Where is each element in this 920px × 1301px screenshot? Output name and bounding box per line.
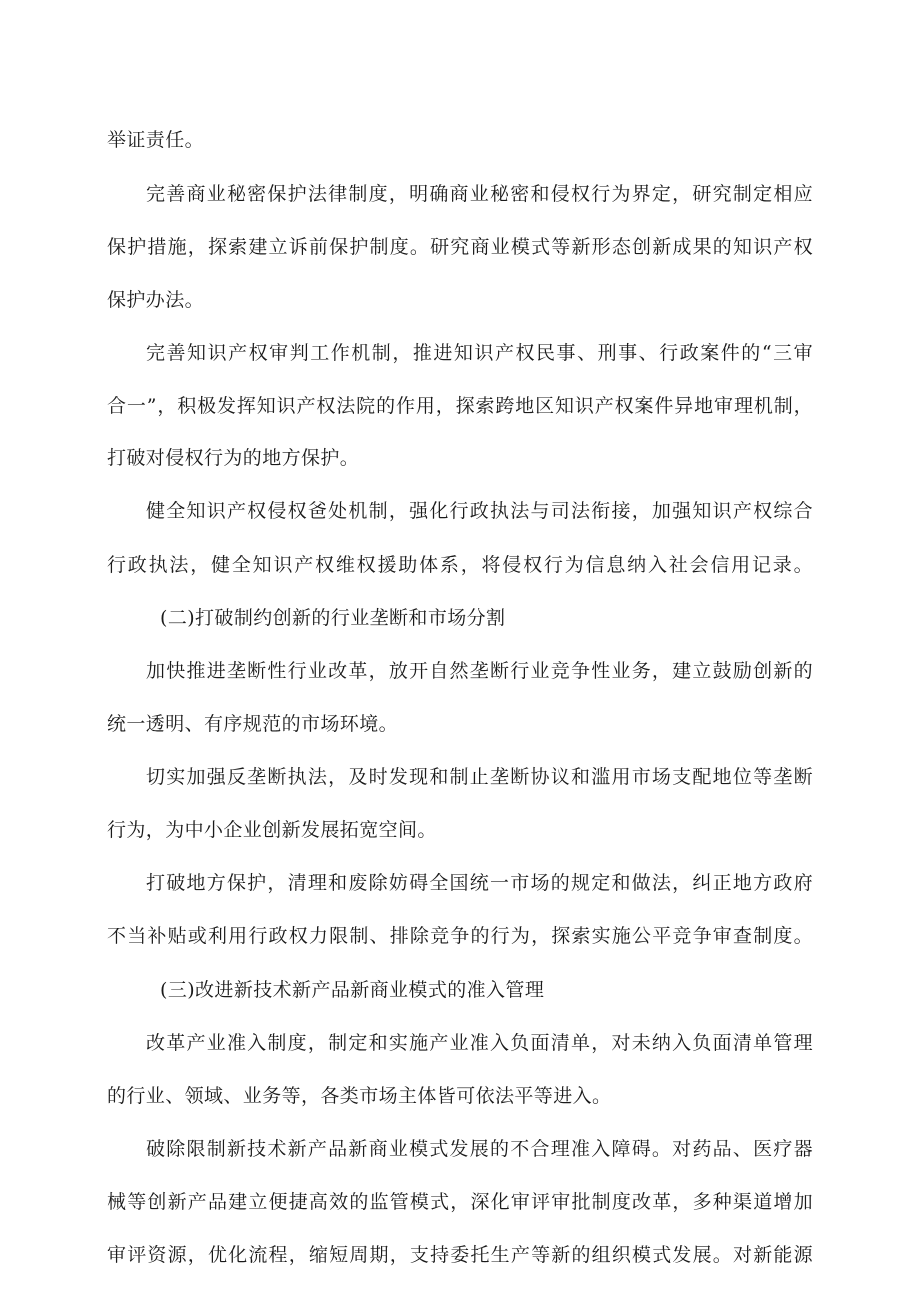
text-line: 合一”，积极发挥知识产权法院的作用，探索跨地区知识产权案件异地审理机制，: [107, 395, 813, 417]
paragraph-first-line: 完善知识产权审判工作机制，推进知识产权民事、刑事、行政案件的“三审: [146, 342, 813, 364]
text-line: 的行业、领域、业务等，各类市场主体皆可依法平等进入。: [107, 1085, 612, 1107]
paragraph-first-line: 改革产业准入制度，制定和实施产业准入负面清单，对未纳入负面清单管理: [146, 1032, 813, 1054]
text-line: 不当补贴或利用行政权力限制、排除竞争的行为，探索实施公平竞争审查制度。: [107, 925, 813, 947]
paragraph-first-line: 打破地方保护，清理和废除妨碍全国统一市场的规定和做法，纠正地方政府: [146, 872, 813, 894]
section-heading: (二)打破制约创新的行业垄断和市场分割: [160, 607, 506, 629]
text-line: 行为，为中小企业创新发展拓宽空间。: [107, 819, 437, 841]
paragraph-first-line: 加快推进垄断性行业改革，放开自然垄断行业竞争性业务，建立鼓励创新的: [146, 660, 813, 682]
text-line: 保护办法。: [107, 289, 205, 311]
paragraph-first-line: 切实加强反垄断执法，及时发现和制止垄断协议和滥用市场支配地位等垄断: [146, 766, 813, 788]
text-line: 保护措施，探索建立诉前保护制度。研究商业模式等新形态创新成果的知识产权: [107, 236, 813, 258]
section-heading: (三)改进新技术新产品新商业模式的准入管理: [160, 979, 545, 1001]
text-line: 行政执法，健全知识产权维权援助体系，将侵权行为信息纳入社会信用记录。: [107, 554, 813, 576]
paragraph-first-line: 破除限制新技术新产品新商业模式发展的不合理准入障碍。对药品、医疗器: [146, 1138, 813, 1160]
text-line: 打破对侵权行为的地方保护。: [107, 447, 360, 469]
text-line: 统一透明、有序规范的市场环境。: [107, 713, 399, 735]
text-line: 举证责任。: [107, 129, 205, 151]
text-line: 审评资源，优化流程，缩短周期，支持委托生产等新的组织模式发展。对新能源: [107, 1244, 813, 1266]
paragraph-first-line: 完善商业秘密保护法律制度，明确商业秘密和侵权行为界定，研究制定相应: [146, 183, 813, 205]
text-line: 械等创新产品建立便捷高效的监管模式，深化审评审批制度改革，多种渠道增加: [107, 1191, 813, 1213]
paragraph-first-line: 健全知识产权侵权爸处机制，强化行政执法与司法衔接，加强知识产权综合: [146, 500, 813, 522]
